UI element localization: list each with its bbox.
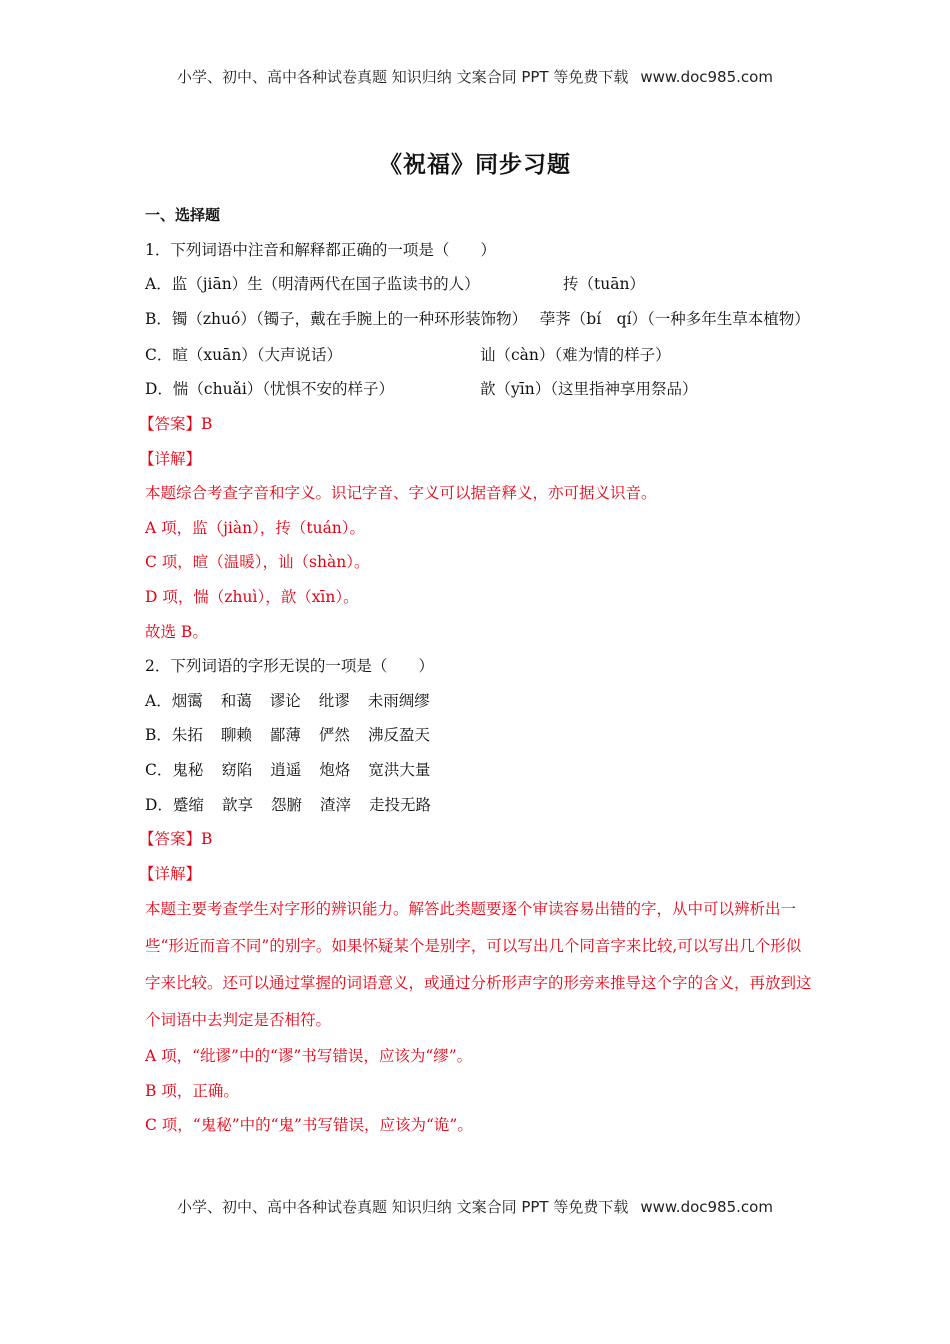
- word: A．烟霭: [145, 691, 203, 710]
- question-1-explanation-3: C 项，暄（温暖），讪（shàn）。: [145, 553, 370, 572]
- header-text: 小学、初中、高中各种试卷真题 知识归纳 文案合同 PPT 等免费下载: [177, 68, 629, 86]
- question-2-explanation-2: A 项，“纰谬”中的“谬”书写错误，应该为“缪”。: [145, 1047, 473, 1066]
- question-1-explanation-4: D 项，惴（zhuì），歆（xīn）。: [145, 587, 359, 606]
- question-1-option-b: B．镯（zhuó）（镯子，戴在手腕上的一种环形装饰物） 荸荠（bí qí）（一种多年生草本植物）: [145, 309, 810, 328]
- question-1-answer: 【答案】B: [139, 414, 213, 433]
- question-2-answer: 【答案】B: [139, 830, 213, 849]
- question-2-option-b: [145, 718, 815, 753]
- word: 炮烙: [319, 760, 351, 779]
- question-2-detail-label: 【详解】: [139, 864, 202, 883]
- word: 未雨绸缪: [367, 691, 430, 710]
- word: 沸反盈天: [367, 726, 430, 745]
- footer-url[interactable]: www.doc985.com: [640, 1198, 773, 1216]
- word: 俨然: [318, 726, 350, 745]
- question-1-option-c: [145, 338, 815, 373]
- document-body: [139, 198, 815, 1143]
- question-2-explanation-1: 本题主要考查学生对字形的辨识能力。解答此类题要逐个审读容易出错的字，从中可以辨析出一些“形近而音不同”的别字。如果怀疑某个是别字，可以写出几个同音字来比较,可以写出几个形似字来比较。还可以通过掌握的词语意义，或通过分析形声字的形旁来推导这个字的含义，再放到这个词语中去判定是否相符。: [145, 900, 812, 1030]
- word: 渣滓: [319, 795, 351, 814]
- page-header: [0, 66, 950, 87]
- word: 窈陷: [221, 760, 253, 779]
- question-1-explanation-2: A 项，监（jiàn），抟（tuán）。: [145, 518, 366, 537]
- option-d-part1: D．惴（chuǎi）（忧惧不安的样子）: [145, 380, 395, 399]
- word: 纰谬: [318, 691, 350, 710]
- document-title: 《祝福》同步习题: [379, 152, 571, 178]
- header-url[interactable]: www.doc985.com: [640, 68, 773, 86]
- question-1-explanation-5: 故选 B。: [145, 622, 208, 641]
- question-1-detail-label: 【详解】: [139, 449, 202, 468]
- question-2-option-c: [145, 753, 815, 788]
- word: 怨腑: [270, 795, 302, 814]
- word: 谬论: [269, 691, 301, 710]
- footer-text: 小学、初中、高中各种试卷真题 知识归纳 文案合同 PPT 等免费下载: [177, 1198, 629, 1216]
- option-c-part2: 讪（càn）（难为情的样子）: [480, 345, 671, 364]
- question-2-explanation-3: B 项，正确。: [145, 1081, 239, 1100]
- question-1-option-d: [145, 372, 815, 407]
- question-1-explanation-1: 本题综合考查字音和字义。识记字音、字义可以据音释义，亦可据义识音。: [145, 484, 657, 503]
- option-c-part1: C．暄（xuān）（大声说话）: [145, 345, 343, 364]
- word: 和蔼: [220, 691, 252, 710]
- word: 聊赖: [220, 726, 252, 745]
- word: 宽洪大量: [368, 760, 431, 779]
- page-footer: [0, 1196, 950, 1217]
- word: D．蹙缩: [145, 795, 204, 814]
- question-2-explanation-4: C 项，“鬼秘”中的“鬼”书写错误，应该为“诡”。: [145, 1116, 473, 1135]
- word: 逍遥: [270, 760, 302, 779]
- question-2-option-d: [145, 788, 815, 823]
- section-heading: 一、选择题: [145, 206, 221, 224]
- question-1-option-a: [145, 267, 815, 302]
- question-1-stem: 1．下列词语中注音和解释都正确的一项是（ ）: [145, 240, 496, 259]
- word: B．朱拓: [145, 726, 203, 745]
- option-a-part1: A．监（jiān）生（明清两代在国子监读书的人）: [145, 275, 480, 294]
- word: 鄙薄: [269, 726, 301, 745]
- word: C．鬼秘: [145, 760, 204, 779]
- word: 走投无路: [368, 795, 431, 814]
- option-d-part2: 歆（yīn）（这里指神享用祭品）: [480, 380, 698, 399]
- word: 歆享: [221, 795, 253, 814]
- question-2-option-a: [145, 684, 815, 719]
- option-a-part2: 抟（tuān）: [563, 275, 645, 294]
- question-2-stem: 2．下列词语的字形无误的一项是（ ）: [145, 657, 434, 676]
